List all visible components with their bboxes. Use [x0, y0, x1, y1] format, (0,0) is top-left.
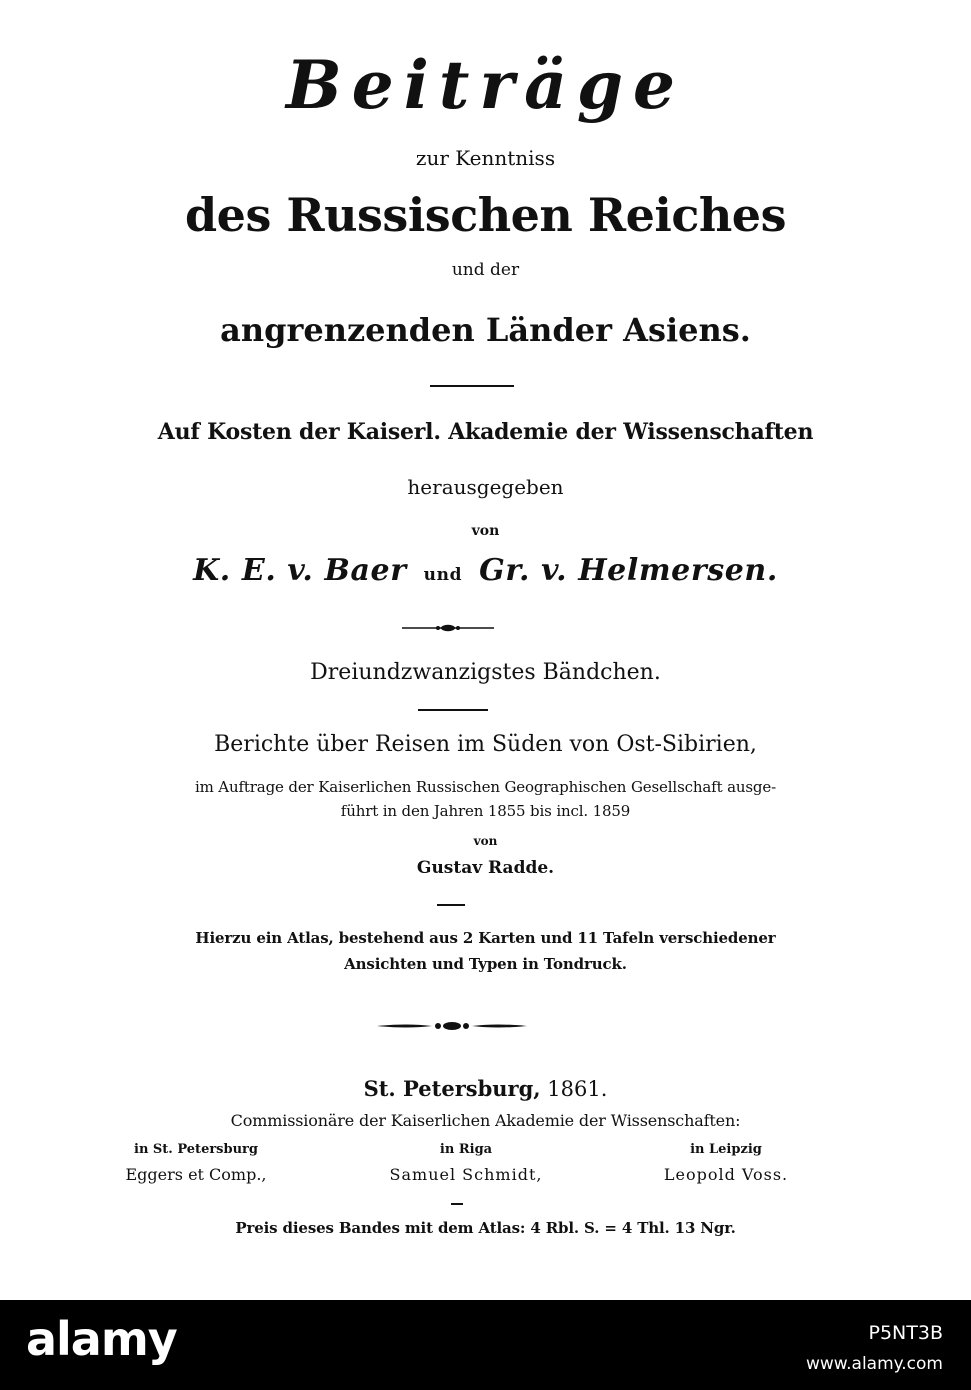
- divider-3: [437, 904, 465, 906]
- herausgegeben: herausgegeben: [407, 475, 564, 499]
- seller-col-3: [646, 1142, 806, 1184]
- seller-city: in Riga: [439, 1142, 493, 1157]
- subtitle-medium: angrenzenden Länder Asiens.: [220, 311, 751, 349]
- imprint-line: [0, 1078, 971, 1100]
- atlas-line-1: Hierzu ein Atlas, bestehend aus 2 Karten und 11 Tafeln verschiedener: [195, 929, 776, 947]
- imprint-place: St. Petersburg,: [363, 1076, 541, 1101]
- seller-name: Eggers et Comp.,: [125, 1165, 267, 1184]
- divider-4: [451, 1203, 463, 1205]
- editor-helmersen: Gr. v. Helmersen.: [479, 553, 778, 588]
- commission-line: Commissionäre der Kaiserlichen Akademie der Wissenschaften:: [230, 1111, 741, 1130]
- seller-col-2: [368, 1142, 564, 1184]
- report-title: Berichte über Reisen im Süden von Ost-Sibirien,: [214, 732, 757, 757]
- subtitle-large: des Russischen Reiches: [185, 188, 786, 242]
- divider-2: [418, 709, 488, 711]
- report-line-3: führt in den Jahren 1855 bis incl. 1859: [340, 802, 631, 820]
- publisher-line: Auf Kosten der Kaiserl. Akademie der Wissenschaften: [157, 419, 814, 445]
- ornament-divider-1: [402, 623, 494, 633]
- von-label-1: von: [471, 523, 500, 539]
- editors-und: und: [423, 565, 463, 585]
- price-line: Preis dieses Bandes mit dem Atlas: 4 Rbl. S. = 4 Thl. 13 Ngr.: [235, 1219, 736, 1237]
- editors-line: [0, 553, 971, 588]
- und-der: und der: [451, 260, 520, 280]
- seller-col-1: [106, 1142, 286, 1184]
- seller-name: Leopold Voss.: [663, 1165, 789, 1184]
- atlas-line-2: Ansichten und Typen in Tondruck.: [344, 955, 627, 973]
- seller-city: in St. Petersburg: [134, 1142, 258, 1157]
- image-code: P5NT3B: [868, 1322, 943, 1344]
- site-url: www.alamy.com: [805, 1354, 943, 1374]
- von-label-2: von: [473, 834, 498, 848]
- editor-baer: K. E. v. Baer: [193, 553, 407, 588]
- main-title: Beiträge: [285, 46, 685, 124]
- divider-1: [430, 385, 514, 387]
- volume-line: Dreiundzwanzigstes Bändchen.: [310, 660, 661, 685]
- alamy-logo: alamy: [26, 1312, 177, 1366]
- report-line-2: im Auftrage der Kaiserlichen Russischen Geographischen Gesellschaft ausge-: [194, 778, 777, 796]
- seller-city: in Leipzig: [690, 1142, 762, 1157]
- subtitle-small: zur Kenntniss: [415, 146, 556, 170]
- watermark-banner: [0, 1300, 971, 1390]
- seller-name: Samuel Schmidt,: [389, 1165, 543, 1184]
- author-name: Gustav Radde.: [416, 858, 555, 878]
- ornament-divider-2: [377, 1021, 527, 1031]
- imprint-year: 1861.: [547, 1077, 608, 1101]
